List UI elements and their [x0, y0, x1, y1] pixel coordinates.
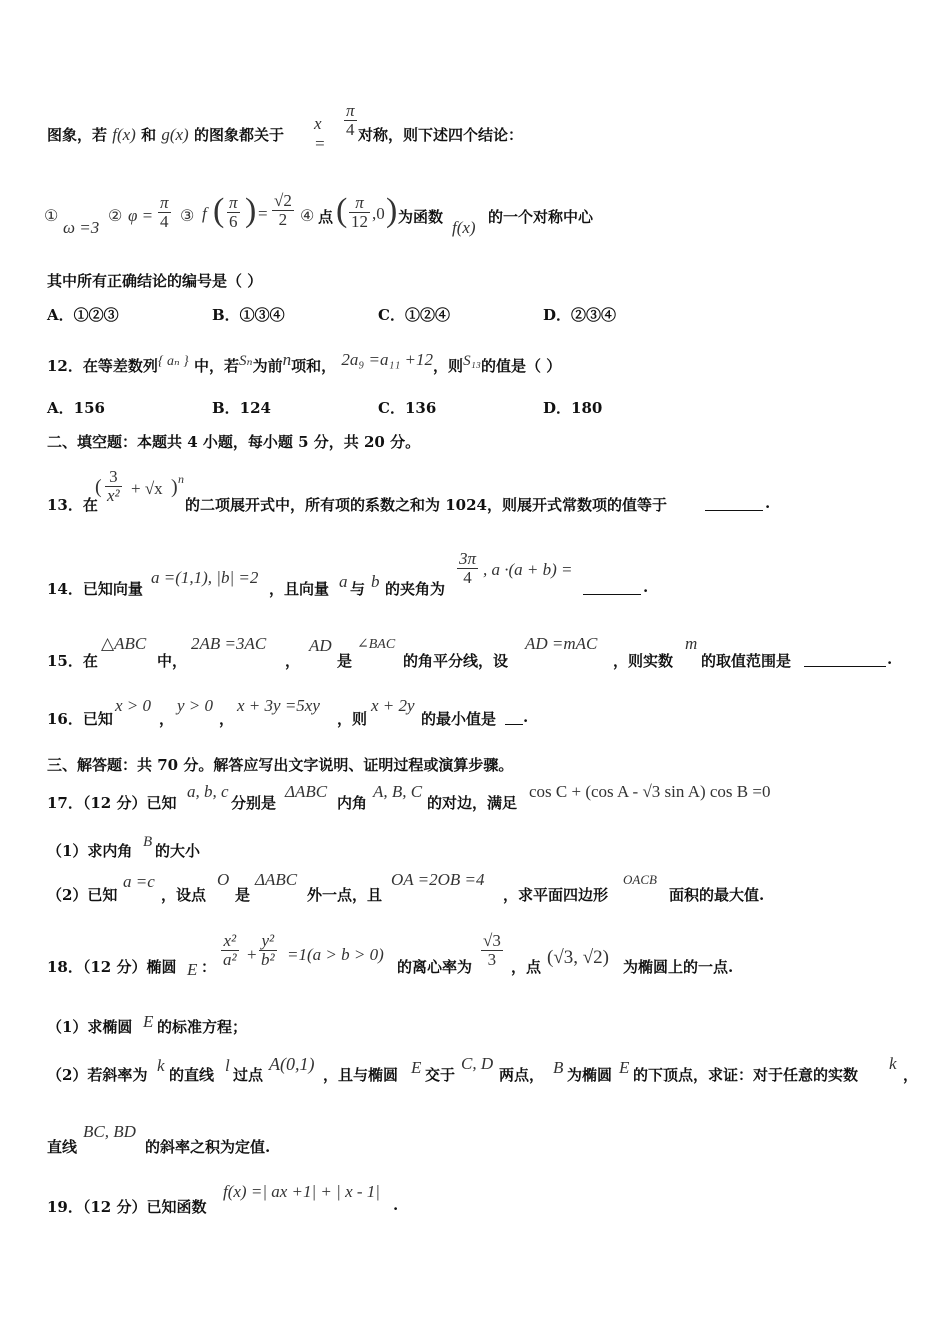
math-function: f(x) =| ax +1| + | x - 1|: [223, 1182, 380, 1201]
text: 的二项展开式中，所有项的系数之和为 1024，则展开式常数项的值等于: [185, 496, 667, 514]
text: 18．（12 分）椭圆: [47, 958, 177, 976]
math-l: l: [225, 1056, 230, 1075]
math-triangle: ΔABC: [255, 870, 298, 889]
math-expression: x + 2y: [371, 696, 415, 715]
text: 的下顶点，求证：对于任意的实数: [633, 1066, 859, 1084]
fraction-y2-over-b2: [259, 932, 277, 969]
text: ，设点: [161, 886, 207, 904]
math-sn: Sₙ: [239, 353, 253, 369]
denominator: 4: [160, 212, 169, 231]
equals: =: [258, 204, 268, 223]
text: ，: [903, 1066, 919, 1084]
q14-answer-blank[interactable]: [583, 580, 641, 595]
section-3-heading: 三、解答题：共 70 分。解答应写出文字说明、证明过程或演算步骤。: [47, 756, 514, 774]
math-condition-2: y > 0: [177, 696, 214, 715]
text: ，: [285, 652, 301, 670]
text: ，: [219, 710, 235, 728]
right-paren: ): [171, 476, 178, 498]
text: ，则: [337, 710, 368, 728]
conclusion-2: φ =: [128, 206, 154, 225]
text: 项和，: [291, 357, 337, 375]
fraction-x2-over-a2: [221, 932, 239, 969]
math-e: E: [187, 960, 198, 979]
fraction-sqrt3-over-3: [481, 932, 503, 969]
section-2-heading: 二、填空题：本题共 4 小题，每小题 5 分，共 20 分。: [47, 433, 421, 451]
text: 17．（12 分）已知: [47, 794, 177, 812]
text: 16．已知: [47, 710, 113, 728]
fraction-pi-over-4b: [158, 194, 171, 231]
q11-choice-b: B．①③④: [212, 306, 285, 324]
text: 的图象都关于: [193, 126, 284, 144]
numerator: y²: [259, 932, 277, 951]
text: 中，若: [193, 357, 239, 375]
text: 中，: [157, 652, 188, 670]
text: （2）已知: [47, 886, 118, 904]
text: 为椭圆: [567, 1066, 613, 1084]
math-condition-1: x > 0: [115, 696, 152, 715]
text: 的对边，满足: [427, 794, 518, 812]
left-paren: (: [336, 192, 348, 229]
math-point: (√3, √2): [547, 947, 610, 968]
math-x-eq: x =: [314, 114, 326, 153]
math-e: E: [411, 1058, 422, 1077]
text: 的最小值是: [421, 710, 497, 728]
comma-zero: ,0: [372, 204, 385, 223]
math-n: n: [282, 350, 292, 369]
fraction-3-over-x2: [105, 468, 122, 505]
text: 的夹角为: [385, 580, 446, 598]
text: .: [765, 494, 771, 512]
q11-ask: 其中所有正确结论的编号是（ ）: [47, 272, 263, 290]
text: ，点: [511, 958, 542, 976]
denominator: b²: [261, 950, 275, 969]
fraction-3pi-over-4: [457, 550, 478, 587]
math-s13: S₁₃: [463, 353, 481, 369]
text: 12．在等差数列: [47, 357, 158, 375]
text: 面积的最大值.: [669, 886, 765, 904]
text: 的标准方程；: [157, 1018, 248, 1036]
text: ：: [201, 958, 217, 976]
q11-line1-end: 对称，则下述四个结论：: [358, 126, 524, 144]
text: 的离心率为: [397, 958, 473, 976]
text: 交于: [425, 1066, 456, 1084]
numerator: π: [229, 193, 238, 212]
denominator: 4: [463, 568, 472, 587]
numerator: 3: [105, 468, 122, 487]
text: 是: [235, 886, 251, 904]
denominator: x²: [107, 486, 120, 505]
exponent-n: n: [178, 472, 184, 486]
denominator: 4: [346, 120, 355, 139]
numerator: √2: [274, 191, 292, 210]
text: 分别是: [231, 794, 277, 812]
text: 为函数: [398, 208, 444, 226]
conclusion-1-mark: ①: [44, 208, 59, 225]
math-condition-3: x + 3y =5xy: [237, 696, 320, 715]
text: ，则实数: [613, 652, 674, 670]
math-fx: f(x): [452, 218, 476, 237]
text: 是: [337, 652, 353, 670]
math-point-a: A(0,1): [269, 1054, 315, 1074]
math-a: a: [339, 572, 348, 591]
math-e: E: [143, 1012, 154, 1031]
numerator: 3π: [459, 549, 477, 568]
text: （2）若斜率为: [47, 1066, 148, 1084]
q11-choice-c: C．①②④: [378, 306, 450, 324]
text: 的斜率之积为定值.: [145, 1138, 271, 1156]
text: ，且向量: [269, 580, 330, 598]
q13: [47, 466, 927, 516]
math-bc-bd: BC, BD: [83, 1122, 136, 1141]
math-equation: 2a₉ =a₁₁ +12: [341, 350, 434, 369]
text: ，且与椭圆: [323, 1066, 399, 1084]
math-k: k: [889, 1054, 897, 1073]
math-vector-given: a =(1,1), |b| =2: [151, 568, 259, 587]
text: 两点，: [499, 1066, 545, 1084]
conclusion-2-mark: ②: [108, 208, 123, 225]
math-a-eq-c: a =c: [123, 872, 155, 891]
q16: [47, 690, 927, 730]
numerator: x²: [221, 932, 239, 951]
text: 点: [318, 208, 334, 226]
text: 19．（12 分）已知函数: [47, 1198, 207, 1216]
text: ，则: [433, 357, 464, 375]
math-condition: =1(a > b > 0): [287, 945, 384, 964]
text: ，: [159, 710, 175, 728]
text: 为前: [252, 357, 283, 375]
q18: [47, 930, 927, 984]
conclusion-1: ω =3: [63, 218, 100, 237]
math-e: E: [619, 1058, 630, 1077]
text: 外一点，且: [307, 886, 383, 904]
fraction-pi-over-12: [349, 194, 370, 231]
text: 和: [141, 126, 157, 144]
math-b: b: [371, 572, 380, 591]
math-equation-2: AD =mAC: [525, 634, 598, 653]
math-oa-ob: OA =2OB =4: [391, 870, 485, 889]
denominator: 6: [229, 212, 238, 231]
denominator: 2: [278, 210, 288, 229]
left-paren: (: [213, 192, 225, 229]
math-o: O: [217, 870, 230, 889]
math-cd: C, D: [461, 1054, 494, 1073]
text: （1）求内角: [47, 842, 133, 860]
text: .: [643, 578, 649, 596]
fraction-pi-over-6: [227, 194, 240, 231]
text: 图象，若: [47, 126, 108, 144]
text: 的大小: [155, 842, 201, 860]
math-gx: g(x): [161, 125, 189, 144]
q11-choice-a: A．①②③: [47, 306, 119, 324]
math-b: B: [143, 834, 153, 850]
q11-choice-d: D．②③④: [543, 306, 617, 324]
text: 的取值范围是: [701, 652, 792, 670]
text: 过点: [233, 1066, 264, 1084]
math-dot-product: , a ·(a + b) =: [483, 560, 573, 579]
text: 的一个对称中心: [488, 208, 594, 226]
math-equation-1: 2AB =3AC: [191, 634, 267, 653]
conclusion-3-f: f: [202, 204, 207, 223]
fraction-sqrt2-over-2: [272, 192, 294, 229]
right-paren: ): [386, 192, 398, 229]
text: 15．在: [47, 652, 98, 670]
text: 与: [350, 580, 366, 598]
q17-part2: [47, 868, 927, 904]
text: 的值是（ ）: [481, 357, 562, 375]
math-an: { aₙ }: [157, 354, 189, 369]
math-equation: cos C + (cos A - √3 sin A) cos B =0: [529, 782, 771, 801]
q11-line1: [47, 124, 284, 145]
conclusion-3-mark: ③: [180, 208, 195, 225]
plus: +: [247, 945, 257, 964]
math-angle: ∠BAC: [357, 637, 396, 652]
q15: [47, 630, 927, 670]
math-abc-lower: a, b, c: [187, 782, 229, 801]
text: .: [887, 650, 893, 668]
math-ad: AD: [309, 636, 332, 655]
text: .: [393, 1196, 399, 1214]
denominator: 12: [351, 212, 368, 231]
math-m: m: [685, 634, 698, 653]
text: 13．在: [47, 496, 98, 514]
denominator: 3: [487, 950, 497, 969]
q14: [47, 548, 927, 598]
text: （1）求椭圆: [47, 1018, 133, 1036]
plus-sqrt-x: + √x: [131, 479, 163, 498]
denominator: a²: [223, 950, 237, 969]
numerator: π: [349, 194, 370, 213]
text: 的直线: [169, 1066, 215, 1084]
math-triangle: △ABC: [101, 634, 147, 653]
numerator: √3: [483, 931, 501, 950]
math-abc-upper: A, B, C: [373, 782, 423, 801]
q12-choice-b: B．124: [212, 399, 271, 417]
q12-choice-c: C．136: [378, 399, 437, 417]
numerator: π: [346, 101, 355, 120]
conclusion-4-mark: ④: [300, 208, 315, 225]
q12-line: [47, 350, 561, 376]
numerator: π: [160, 193, 169, 212]
text: 14．已知向量: [47, 580, 143, 598]
math-triangle: ΔABC: [285, 782, 328, 801]
fraction-pi-over-4: [344, 102, 357, 139]
math-k: k: [157, 1056, 165, 1075]
text: 直线: [47, 1138, 78, 1156]
text: 为椭圆上的一点.: [623, 958, 734, 976]
left-paren: (: [95, 476, 102, 498]
text: ，求平面四边形: [503, 886, 609, 904]
text: 内角: [337, 794, 368, 812]
math-b: B: [553, 1058, 564, 1077]
q13-answer-blank[interactable]: [705, 496, 763, 511]
q16-answer-blank[interactable]: [505, 710, 523, 725]
right-paren: ): [245, 192, 257, 229]
text: .: [523, 708, 529, 726]
q17: [47, 780, 927, 814]
q12-choice-d: D．180: [543, 399, 603, 417]
math-fx: f(x): [112, 125, 136, 144]
text: 的角平分线，设: [403, 652, 509, 670]
q15-answer-blank[interactable]: [804, 652, 886, 667]
q18-part2: [47, 1052, 937, 1086]
q12-choice-a: A．156: [47, 399, 105, 417]
math-quadrilateral: OACB: [623, 872, 657, 887]
